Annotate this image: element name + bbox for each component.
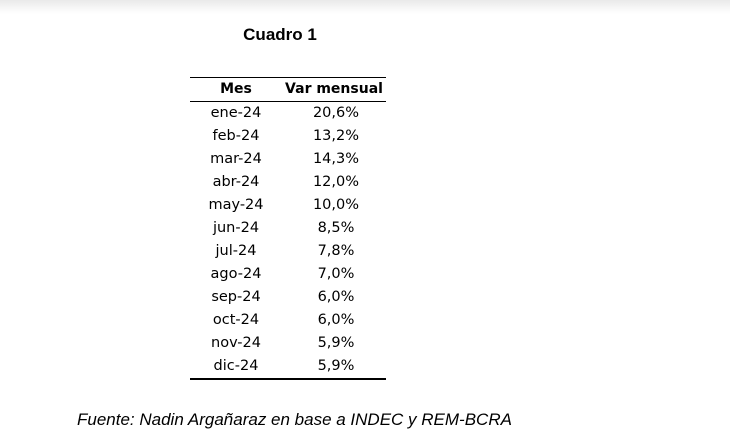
viewer-top-bar: [0, 0, 730, 14]
cell-var-mensual: 6,0%: [317, 312, 355, 328]
data-table: [190, 77, 386, 380]
column-header-var-mensual: Var mensual: [285, 81, 383, 97]
cell-var-mensual: 12,0%: [312, 174, 360, 190]
cell-mes: nov-24: [211, 335, 261, 351]
cell-mes: jul-24: [215, 243, 257, 259]
source-note: Fuente: Nadin Argañaraz en base a INDEC y REM-BCRA: [77, 410, 512, 429]
cell-var-mensual: 20,6%: [312, 105, 360, 121]
table-header-row: [190, 78, 386, 102]
table-row: [190, 217, 386, 240]
cell-mes: jun-24: [212, 220, 260, 236]
cell-var-mensual: 14,3%: [312, 151, 360, 167]
table-row: [190, 171, 386, 194]
table-row: [190, 286, 386, 309]
cell-mes: feb-24: [212, 128, 260, 144]
cell-mes: abr-24: [212, 174, 260, 190]
cell-var-mensual: 5,9%: [317, 335, 355, 351]
table-row: [190, 102, 386, 125]
table-row: [190, 309, 386, 332]
cell-var-mensual: 7,8%: [317, 243, 355, 259]
cell-mes: dic-24: [213, 358, 259, 374]
cell-var-mensual: 13,2%: [312, 128, 360, 144]
cell-mes: ene-24: [210, 105, 262, 121]
table-row: [190, 355, 386, 378]
cell-mes: sep-24: [211, 289, 261, 305]
cell-mes: oct-24: [212, 312, 260, 328]
column-header-mes: Mes: [220, 81, 252, 97]
table-row: [190, 148, 386, 171]
cell-var-mensual: 6,0%: [317, 289, 355, 305]
cell-var-mensual: 8,5%: [317, 220, 355, 236]
cell-var-mensual: 10,0%: [312, 197, 360, 213]
cell-mes: mar-24: [210, 151, 262, 167]
table-row: [190, 332, 386, 355]
cell-mes: may-24: [208, 197, 264, 213]
table-row: [190, 125, 386, 148]
table-row: [190, 194, 386, 217]
cell-var-mensual: 5,9%: [317, 358, 355, 374]
table-row: [190, 240, 386, 263]
table-title: Cuadro 1: [243, 25, 317, 44]
cell-var-mensual: 7,0%: [317, 266, 355, 282]
cell-mes: ago-24: [210, 266, 262, 282]
table-row: [190, 263, 386, 286]
